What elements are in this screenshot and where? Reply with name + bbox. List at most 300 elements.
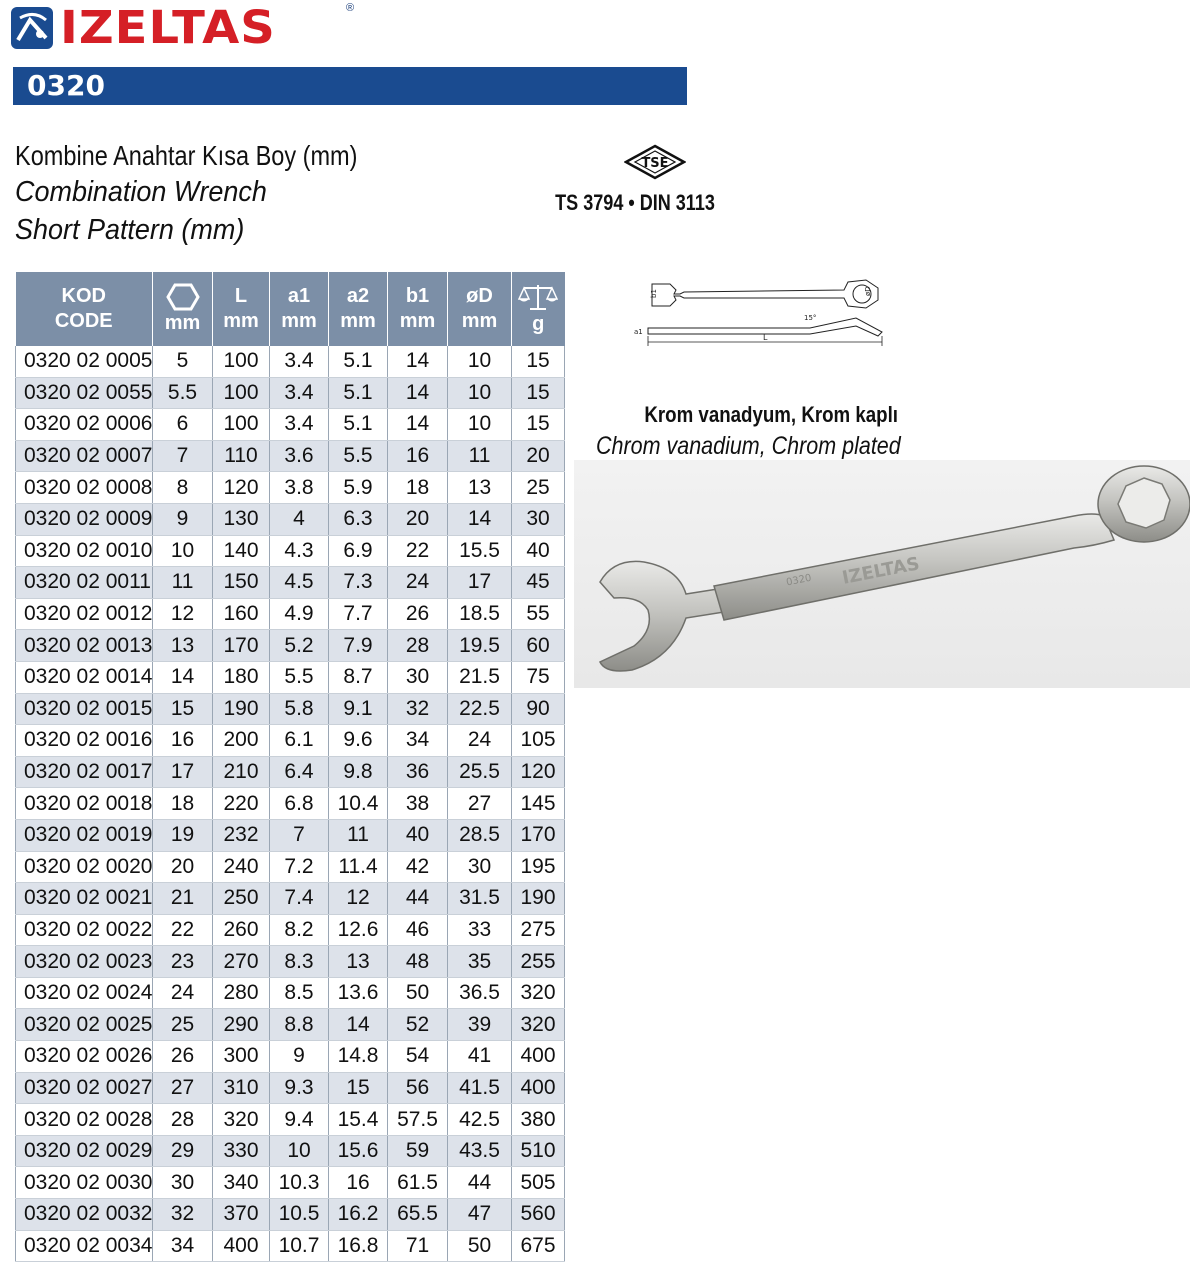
header-code-tr: KOD xyxy=(61,285,106,307)
table-cell: 510 xyxy=(512,1135,565,1167)
table-cell: 18 xyxy=(153,788,213,820)
table-cell: 9.1 xyxy=(329,693,388,725)
table-cell: 36 xyxy=(388,756,448,788)
table-cell: 10.5 xyxy=(270,1199,329,1231)
table-cell: 0320 02 0018 xyxy=(16,788,153,820)
standards-label: TS 3794 • DIN 3113 xyxy=(555,190,715,215)
header-hex-unit: mm xyxy=(164,311,201,334)
table-cell: 7.4 xyxy=(270,883,329,915)
table-row xyxy=(16,788,565,820)
table-cell: 35 xyxy=(448,946,512,978)
table-cell: 0320 02 0019 xyxy=(16,819,153,851)
table-cell: 8.5 xyxy=(270,977,329,1009)
header-diameter-unit: mm xyxy=(461,310,498,332)
table-cell: 17 xyxy=(448,567,512,599)
table-cell: 39 xyxy=(448,1009,512,1041)
registered-mark: ® xyxy=(346,2,355,14)
table-cell: 14 xyxy=(388,346,448,377)
header-b1 xyxy=(388,272,448,346)
table-cell: 7 xyxy=(270,819,329,851)
table-cell: 16 xyxy=(153,725,213,757)
table-cell: 0320 02 0007 xyxy=(16,440,153,472)
table-cell: 14 xyxy=(329,1009,388,1041)
table-cell: 12 xyxy=(329,883,388,915)
table-cell: 0320 02 0027 xyxy=(16,1072,153,1104)
table-cell: 40 xyxy=(388,819,448,851)
table-cell: 0320 02 0017 xyxy=(16,756,153,788)
table-row xyxy=(16,977,565,1009)
table-cell: 20 xyxy=(153,851,213,883)
table-row xyxy=(16,851,565,883)
title-english-line1: Combination Wrench xyxy=(15,176,267,208)
table-cell: 29 xyxy=(153,1135,213,1167)
table-cell: 9 xyxy=(270,1041,329,1073)
table-cell: 28.5 xyxy=(448,819,512,851)
table-cell: 90 xyxy=(512,693,565,725)
table-cell: 0320 02 0012 xyxy=(16,598,153,630)
drawing-label-L: L xyxy=(763,333,768,342)
table-row xyxy=(16,1041,565,1073)
table-cell: 5.1 xyxy=(329,377,388,409)
table-cell: 0320 02 0029 xyxy=(16,1135,153,1167)
table-cell: 505 xyxy=(512,1167,565,1199)
table-cell: 43.5 xyxy=(448,1135,512,1167)
table-cell: 45 xyxy=(512,567,565,599)
table-cell: 32 xyxy=(153,1199,213,1231)
table-cell: 16.8 xyxy=(329,1230,388,1262)
table-cell: 8.3 xyxy=(270,946,329,978)
table-row xyxy=(16,756,565,788)
table-row xyxy=(16,409,565,441)
table-cell: 5.5 xyxy=(329,440,388,472)
table-cell: 33 xyxy=(448,914,512,946)
title-turkish: Kombine Anahtar Kısa Boy (mm) xyxy=(15,140,358,171)
table-cell: 75 xyxy=(512,661,565,693)
table-cell: 5 xyxy=(153,346,213,377)
table-cell: 8.2 xyxy=(270,914,329,946)
table-cell: 6.3 xyxy=(329,503,388,535)
hexagon-icon xyxy=(166,283,200,311)
table-cell: 0320 02 0005 xyxy=(16,346,153,377)
table-row xyxy=(16,1199,565,1231)
table-cell: 11 xyxy=(329,819,388,851)
table-cell: 18 xyxy=(388,472,448,504)
table-cell: 130 xyxy=(213,503,270,535)
table-cell: 120 xyxy=(512,756,565,788)
table-row xyxy=(16,630,565,662)
table-cell: 59 xyxy=(388,1135,448,1167)
table-cell: 47 xyxy=(448,1199,512,1231)
table-cell: 27 xyxy=(153,1072,213,1104)
table-row xyxy=(16,914,565,946)
table-row xyxy=(16,1104,565,1136)
table-cell: 110 xyxy=(213,440,270,472)
header-diameter-label: øD xyxy=(466,285,493,307)
table-cell: 22 xyxy=(388,535,448,567)
table-cell: 6.8 xyxy=(270,788,329,820)
material-turkish: Krom vanadyum, Krom kaplı xyxy=(644,402,898,427)
table-cell: 100 xyxy=(213,377,270,409)
table-cell: 50 xyxy=(388,977,448,1009)
table-cell: 0320 02 0022 xyxy=(16,914,153,946)
table-cell: 20 xyxy=(512,440,565,472)
table-cell: 5.5 xyxy=(270,661,329,693)
table-cell: 3.4 xyxy=(270,377,329,409)
table-cell: 320 xyxy=(512,977,565,1009)
table-cell: 46 xyxy=(388,914,448,946)
table-cell: 14.8 xyxy=(329,1041,388,1073)
table-cell: 9 xyxy=(153,503,213,535)
table-cell: 42.5 xyxy=(448,1104,512,1136)
tse-mark-text: TSE xyxy=(641,156,669,171)
table-cell: 0320 02 0010 xyxy=(16,535,153,567)
table-cell: 12 xyxy=(153,598,213,630)
table-cell: 8 xyxy=(153,472,213,504)
table-cell: 11.4 xyxy=(329,851,388,883)
table-cell: 220 xyxy=(213,788,270,820)
table-cell: 7.2 xyxy=(270,851,329,883)
table-cell: 28 xyxy=(388,630,448,662)
table-cell: 6.1 xyxy=(270,725,329,757)
table-cell: 13 xyxy=(329,946,388,978)
table-cell: 10.3 xyxy=(270,1167,329,1199)
table-row xyxy=(16,725,565,757)
table-cell: 13.6 xyxy=(329,977,388,1009)
technical-drawing xyxy=(630,276,890,356)
table-cell: 15.6 xyxy=(329,1135,388,1167)
table-cell: 7.9 xyxy=(329,630,388,662)
table-cell: 5.9 xyxy=(329,472,388,504)
table-cell: 13 xyxy=(448,472,512,504)
table-cell: 4.5 xyxy=(270,567,329,599)
header-length xyxy=(213,272,270,346)
table-row xyxy=(16,819,565,851)
table-cell: 0320 02 0026 xyxy=(16,1041,153,1073)
header-code xyxy=(16,272,153,346)
table-cell: 25.5 xyxy=(448,756,512,788)
table-cell: 54 xyxy=(388,1041,448,1073)
table-cell: 255 xyxy=(512,946,565,978)
table-cell: 0320 02 0024 xyxy=(16,977,153,1009)
table-cell: 100 xyxy=(213,409,270,441)
brand-name: IZELTAS xyxy=(60,1,276,55)
table-cell: 8.8 xyxy=(270,1009,329,1041)
table-cell: 9.4 xyxy=(270,1104,329,1136)
table-cell: 56 xyxy=(388,1072,448,1104)
table-row xyxy=(16,472,565,504)
tse-certification-icon xyxy=(624,144,686,180)
table-cell: 25 xyxy=(512,472,565,504)
table-cell: 195 xyxy=(512,851,565,883)
table-cell: 21 xyxy=(153,883,213,915)
table-cell: 100 xyxy=(213,346,270,377)
table-row xyxy=(16,693,565,725)
table-cell: 65.5 xyxy=(388,1199,448,1231)
table-cell: 210 xyxy=(213,756,270,788)
table-cell: 42 xyxy=(388,851,448,883)
table-cell: 15.4 xyxy=(329,1104,388,1136)
table-cell: 180 xyxy=(213,661,270,693)
table-cell: 5.5 xyxy=(153,377,213,409)
table-cell: 190 xyxy=(512,883,565,915)
table-row xyxy=(16,1167,565,1199)
table-cell: 260 xyxy=(213,914,270,946)
table-cell: 15 xyxy=(512,377,565,409)
material-english: Chrom vanadium, Chrom plated xyxy=(596,432,901,460)
table-cell: 0320 02 0013 xyxy=(16,630,153,662)
table-cell: 290 xyxy=(213,1009,270,1041)
table-cell: 170 xyxy=(512,819,565,851)
table-cell: 300 xyxy=(213,1041,270,1073)
table-cell: 14 xyxy=(153,661,213,693)
table-cell: 0320 02 0020 xyxy=(16,851,153,883)
table-cell: 7.7 xyxy=(329,598,388,630)
table-cell: 34 xyxy=(153,1230,213,1262)
table-cell: 17 xyxy=(153,756,213,788)
table-cell: 6 xyxy=(153,409,213,441)
table-cell: 0320 02 0030 xyxy=(16,1167,153,1199)
header-a1 xyxy=(270,272,329,346)
table-cell: 240 xyxy=(213,851,270,883)
table-cell: 232 xyxy=(213,819,270,851)
table-cell: 9.3 xyxy=(270,1072,329,1104)
table-cell: 28 xyxy=(153,1104,213,1136)
header-diameter xyxy=(448,272,512,346)
table-cell: 0320 02 0023 xyxy=(16,946,153,978)
table-cell: 140 xyxy=(213,535,270,567)
table-row xyxy=(16,440,565,472)
table-cell: 0320 02 0011 xyxy=(16,567,153,599)
table-cell: 5.8 xyxy=(270,693,329,725)
header-b1-label: b1 xyxy=(405,285,430,307)
drawing-label-angle: 15° xyxy=(804,314,817,322)
wrench-engraving-brand: IZELTAS xyxy=(840,553,922,589)
table-cell: 16 xyxy=(329,1167,388,1199)
table-row xyxy=(16,346,565,377)
table-cell: 0320 02 0021 xyxy=(16,883,153,915)
table-cell: 675 xyxy=(512,1230,565,1262)
table-cell: 52 xyxy=(388,1009,448,1041)
table-cell: 15 xyxy=(329,1072,388,1104)
product-code-band xyxy=(13,67,687,105)
table-cell: 0320 02 0028 xyxy=(16,1104,153,1136)
table-cell: 7 xyxy=(153,440,213,472)
table-cell: 5.2 xyxy=(270,630,329,662)
table-body xyxy=(16,346,565,1262)
table-cell: 275 xyxy=(512,914,565,946)
table-cell: 170 xyxy=(213,630,270,662)
header-length-label: L xyxy=(234,285,248,307)
table-cell: 41.5 xyxy=(448,1072,512,1104)
table-cell: 16 xyxy=(388,440,448,472)
table-cell: 10 xyxy=(448,409,512,441)
table-cell: 380 xyxy=(512,1104,565,1136)
table-cell: 3.6 xyxy=(270,440,329,472)
table-cell: 15 xyxy=(512,409,565,441)
table-row xyxy=(16,598,565,630)
table-cell: 10 xyxy=(448,346,512,377)
table-row xyxy=(16,1230,565,1262)
table-cell: 10 xyxy=(270,1135,329,1167)
header-code-en: CODE xyxy=(54,310,113,332)
header-a2 xyxy=(329,272,388,346)
table-cell: 330 xyxy=(213,1135,270,1167)
table-cell: 22.5 xyxy=(448,693,512,725)
table-cell: 22 xyxy=(153,914,213,946)
table-cell: 10 xyxy=(448,377,512,409)
table-cell: 6.9 xyxy=(329,535,388,567)
drawing-label-b1: b1 xyxy=(650,289,658,298)
table-cell: 340 xyxy=(213,1167,270,1199)
table-cell: 0320 02 0008 xyxy=(16,472,153,504)
table-row xyxy=(16,567,565,599)
table-row xyxy=(16,1009,565,1041)
table-cell: 38 xyxy=(388,788,448,820)
table-cell: 200 xyxy=(213,725,270,757)
table-cell: 61.5 xyxy=(388,1167,448,1199)
title-english-line2: Short Pattern (mm) xyxy=(15,214,245,246)
table-row xyxy=(16,503,565,535)
header-weight-unit: g xyxy=(532,312,545,335)
table-cell: 9.8 xyxy=(329,756,388,788)
table-cell: 280 xyxy=(213,977,270,1009)
table-cell: 23 xyxy=(153,946,213,978)
table-cell: 19 xyxy=(153,819,213,851)
product-code: 0320 xyxy=(27,69,105,102)
table-cell: 26 xyxy=(388,598,448,630)
table-cell: 0320 02 0025 xyxy=(16,1009,153,1041)
table-cell: 26 xyxy=(153,1041,213,1073)
table-cell: 60 xyxy=(512,630,565,662)
table-cell: 24 xyxy=(448,725,512,757)
table-cell: 400 xyxy=(213,1230,270,1262)
table-cell: 0320 02 0009 xyxy=(16,503,153,535)
table-cell: 15.5 xyxy=(448,535,512,567)
spec-table xyxy=(15,272,565,1262)
table-cell: 5.1 xyxy=(329,409,388,441)
table-cell: 44 xyxy=(448,1167,512,1199)
header-length-unit: mm xyxy=(223,310,259,332)
table-cell: 0320 02 0006 xyxy=(16,409,153,441)
table-cell: 320 xyxy=(512,1009,565,1041)
table-cell: 8.7 xyxy=(329,661,388,693)
table-cell: 48 xyxy=(388,946,448,978)
table-cell: 3.4 xyxy=(270,346,329,377)
table-cell: 250 xyxy=(213,883,270,915)
table-cell: 13 xyxy=(153,630,213,662)
table-cell: 15 xyxy=(512,346,565,377)
table-cell: 160 xyxy=(213,598,270,630)
table-cell: 27 xyxy=(448,788,512,820)
table-cell: 44 xyxy=(388,883,448,915)
table-cell: 14 xyxy=(448,503,512,535)
table-cell: 10.7 xyxy=(270,1230,329,1262)
table-cell: 11 xyxy=(448,440,512,472)
table-cell: 71 xyxy=(388,1230,448,1262)
table-cell: 3.8 xyxy=(270,472,329,504)
table-cell: 24 xyxy=(388,567,448,599)
table-cell: 25 xyxy=(153,1009,213,1041)
table-cell: 12.6 xyxy=(329,914,388,946)
table-cell: 41 xyxy=(448,1041,512,1073)
table-cell: 105 xyxy=(512,725,565,757)
table-cell: 120 xyxy=(213,472,270,504)
table-cell: 18.5 xyxy=(448,598,512,630)
table-cell: 320 xyxy=(213,1104,270,1136)
header-weight xyxy=(512,272,565,346)
table-cell: 6.4 xyxy=(270,756,329,788)
table-cell: 560 xyxy=(512,1199,565,1231)
table-row xyxy=(16,661,565,693)
table-cell: 9.6 xyxy=(329,725,388,757)
header-b1-unit: mm xyxy=(399,310,436,332)
table-cell: 0320 02 0032 xyxy=(16,1199,153,1231)
header-a2-unit: mm xyxy=(340,310,376,332)
table-cell: 0320 02 0015 xyxy=(16,693,153,725)
table-cell: 370 xyxy=(213,1199,270,1231)
header-a1-label: a1 xyxy=(287,285,311,307)
table-cell: 40 xyxy=(512,535,565,567)
table-cell: 0320 02 0014 xyxy=(16,661,153,693)
table-cell: 0320 02 0055 xyxy=(16,377,153,409)
table-cell: 19.5 xyxy=(448,630,512,662)
table-cell: 10 xyxy=(153,535,213,567)
table-cell: 0320 02 0016 xyxy=(16,725,153,757)
table-cell: 3.4 xyxy=(270,409,329,441)
table-cell: 30 xyxy=(153,1167,213,1199)
table-row xyxy=(16,883,565,915)
table-cell: 4.3 xyxy=(270,535,329,567)
table-row xyxy=(16,377,565,409)
header-hex-size xyxy=(153,272,213,346)
wrench-engraving-code: 0320 xyxy=(785,572,813,589)
table-cell: 30 xyxy=(512,503,565,535)
table-cell: 14 xyxy=(388,377,448,409)
table-row xyxy=(16,1072,565,1104)
table-cell: 30 xyxy=(448,851,512,883)
table-cell: 31.5 xyxy=(448,883,512,915)
table-cell: 24 xyxy=(153,977,213,1009)
table-cell: 16.2 xyxy=(329,1199,388,1231)
table-cell: 14 xyxy=(388,409,448,441)
table-cell: 4.9 xyxy=(270,598,329,630)
table-cell: 270 xyxy=(213,946,270,978)
scale-icon xyxy=(518,282,558,312)
table-cell: 7.3 xyxy=(329,567,388,599)
table-cell: 50 xyxy=(448,1230,512,1262)
drawing-label-a1: a1 xyxy=(634,328,643,336)
table-row xyxy=(16,1135,565,1167)
drawing-label-d: øD xyxy=(864,286,872,296)
table-cell: 34 xyxy=(388,725,448,757)
table-cell: 32 xyxy=(388,693,448,725)
table-cell: 150 xyxy=(213,567,270,599)
wrench-photo xyxy=(574,460,1190,688)
izeltas-logo-icon xyxy=(10,6,54,50)
table-cell: 400 xyxy=(512,1072,565,1104)
brand-logo xyxy=(10,1,276,55)
table-cell: 15 xyxy=(153,693,213,725)
table-cell: 0320 02 0034 xyxy=(16,1230,153,1262)
table-cell: 21.5 xyxy=(448,661,512,693)
table-cell: 11 xyxy=(153,567,213,599)
table-cell: 310 xyxy=(213,1072,270,1104)
table-cell: 10.4 xyxy=(329,788,388,820)
table-cell: 5.1 xyxy=(329,346,388,377)
header-a1-unit: mm xyxy=(281,310,317,332)
table-cell: 30 xyxy=(388,661,448,693)
table-row xyxy=(16,946,565,978)
